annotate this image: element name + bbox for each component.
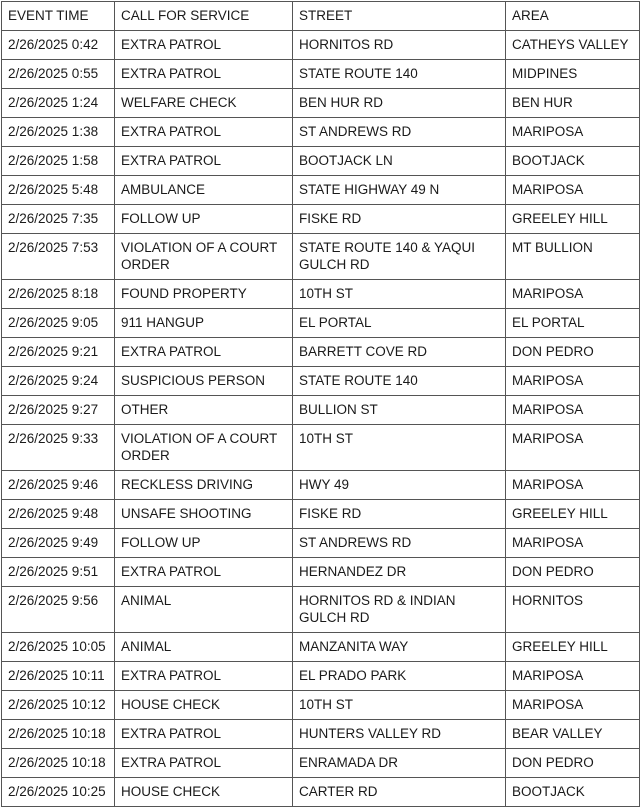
table-row <box>2 662 640 691</box>
cell-call-for-service: FOLLOW UP <box>115 205 293 234</box>
cell-street: MANZANITA WAY <box>293 633 506 662</box>
cell-area: MARIPOSA <box>506 396 640 425</box>
cell-call-for-service: EXTRA PATROL <box>115 118 293 147</box>
cell-call-for-service: HOUSE CHECK <box>115 691 293 720</box>
cell-event-time: 2/26/2025 5:48 <box>2 176 115 205</box>
cell-street: FISKE RD <box>293 205 506 234</box>
cell-call-for-service: FOUND PROPERTY <box>115 280 293 309</box>
cell-call-for-service: RECKLESS DRIVING <box>115 471 293 500</box>
cell-event-time: 2/26/2025 0:55 <box>2 60 115 89</box>
cell-street: 10TH ST <box>293 280 506 309</box>
cell-call-for-service: ANIMAL <box>115 587 293 633</box>
table-row <box>2 778 640 807</box>
cell-area: MARIPOSA <box>506 425 640 471</box>
table-row <box>2 396 640 425</box>
table-row <box>2 633 640 662</box>
cell-call-for-service: WELFARE CHECK <box>115 89 293 118</box>
cell-call-for-service: SUSPICIOUS PERSON <box>115 367 293 396</box>
cell-call-for-service: EXTRA PATROL <box>115 60 293 89</box>
header-call-for-service: CALL FOR SERVICE <box>115 2 293 31</box>
table-row <box>2 367 640 396</box>
cell-event-time: 2/26/2025 0:42 <box>2 31 115 60</box>
cell-call-for-service: 911 HANGUP <box>115 309 293 338</box>
cell-area: MARIPOSA <box>506 529 640 558</box>
cell-street: STATE HIGHWAY 49 N <box>293 176 506 205</box>
table-row <box>2 338 640 367</box>
cell-area: MIDPINES <box>506 60 640 89</box>
cell-area: MARIPOSA <box>506 367 640 396</box>
cell-area: BOOTJACK <box>506 778 640 807</box>
cell-event-time: 2/26/2025 10:18 <box>2 749 115 778</box>
cell-street: EL PORTAL <box>293 309 506 338</box>
cell-call-for-service: AMBULANCE <box>115 176 293 205</box>
table-row <box>2 749 640 778</box>
cell-event-time: 2/26/2025 9:56 <box>2 587 115 633</box>
cell-event-time: 2/26/2025 9:48 <box>2 500 115 529</box>
table-row <box>2 425 640 471</box>
cell-event-time: 2/26/2025 8:18 <box>2 280 115 309</box>
cell-call-for-service: EXTRA PATROL <box>115 31 293 60</box>
cell-area: MARIPOSA <box>506 471 640 500</box>
cell-event-time: 2/26/2025 7:35 <box>2 205 115 234</box>
cell-call-for-service: VIOLATION OF A COURT ORDER <box>115 234 293 280</box>
header-street: STREET <box>293 2 506 31</box>
cell-area: DON PEDRO <box>506 338 640 367</box>
cell-call-for-service: EXTRA PATROL <box>115 720 293 749</box>
cell-call-for-service: UNSAFE SHOOTING <box>115 500 293 529</box>
table-row <box>2 147 640 176</box>
table-row <box>2 529 640 558</box>
cell-event-time: 2/26/2025 9:21 <box>2 338 115 367</box>
cell-call-for-service: EXTRA PATROL <box>115 338 293 367</box>
cell-street: BEN HUR RD <box>293 89 506 118</box>
table-row <box>2 720 640 749</box>
cell-street: ST ANDREWS RD <box>293 118 506 147</box>
cell-call-for-service: EXTRA PATROL <box>115 558 293 587</box>
cell-street: BARRETT COVE RD <box>293 338 506 367</box>
cell-event-time: 2/26/2025 1:58 <box>2 147 115 176</box>
cell-street: HORNITOS RD & INDIAN GULCH RD <box>293 587 506 633</box>
cell-street: STATE ROUTE 140 & YAQUI GULCH RD <box>293 234 506 280</box>
table-row <box>2 558 640 587</box>
table-row <box>2 89 640 118</box>
cell-street: STATE ROUTE 140 <box>293 60 506 89</box>
cell-area: MARIPOSA <box>506 691 640 720</box>
cell-street: HUNTERS VALLEY RD <box>293 720 506 749</box>
cell-area: GREELEY HILL <box>506 500 640 529</box>
table-row <box>2 500 640 529</box>
table-row <box>2 31 640 60</box>
cell-area: GREELEY HILL <box>506 205 640 234</box>
cell-event-time: 2/26/2025 9:05 <box>2 309 115 338</box>
table-row <box>2 280 640 309</box>
table-row <box>2 60 640 89</box>
cell-street: BULLION ST <box>293 396 506 425</box>
cell-street: ST ANDREWS RD <box>293 529 506 558</box>
cell-street: HERNANDEZ DR <box>293 558 506 587</box>
cell-event-time: 2/26/2025 10:12 <box>2 691 115 720</box>
cell-call-for-service: EXTRA PATROL <box>115 749 293 778</box>
cell-area: MARIPOSA <box>506 118 640 147</box>
table-row <box>2 234 640 280</box>
cell-event-time: 2/26/2025 10:25 <box>2 778 115 807</box>
cell-area: BEN HUR <box>506 89 640 118</box>
cell-street: HWY 49 <box>293 471 506 500</box>
cell-area: MARIPOSA <box>506 662 640 691</box>
cell-call-for-service: ANIMAL <box>115 633 293 662</box>
table-row <box>2 587 640 633</box>
cell-area: DON PEDRO <box>506 558 640 587</box>
cell-call-for-service: FOLLOW UP <box>115 529 293 558</box>
cell-event-time: 2/26/2025 9:27 <box>2 396 115 425</box>
table-row <box>2 691 640 720</box>
cell-call-for-service: EXTRA PATROL <box>115 147 293 176</box>
header-row <box>2 2 640 31</box>
cell-street: STATE ROUTE 140 <box>293 367 506 396</box>
cell-area: MARIPOSA <box>506 176 640 205</box>
cell-event-time: 2/26/2025 1:38 <box>2 118 115 147</box>
cell-event-time: 2/26/2025 9:51 <box>2 558 115 587</box>
cell-call-for-service: EXTRA PATROL <box>115 662 293 691</box>
cell-call-for-service: OTHER <box>115 396 293 425</box>
cell-event-time: 2/26/2025 9:33 <box>2 425 115 471</box>
cell-street: EL PRADO PARK <box>293 662 506 691</box>
table-row <box>2 205 640 234</box>
cell-event-time: 2/26/2025 1:24 <box>2 89 115 118</box>
cell-call-for-service: HOUSE CHECK <box>115 778 293 807</box>
cell-area: CATHEYS VALLEY <box>506 31 640 60</box>
cell-area: HORNITOS <box>506 587 640 633</box>
table-row <box>2 176 640 205</box>
cell-event-time: 2/26/2025 9:24 <box>2 367 115 396</box>
cell-event-time: 2/26/2025 9:49 <box>2 529 115 558</box>
cell-area: MARIPOSA <box>506 280 640 309</box>
cell-event-time: 2/26/2025 10:18 <box>2 720 115 749</box>
table-row <box>2 118 640 147</box>
cell-area: MT BULLION <box>506 234 640 280</box>
cell-street: BOOTJACK LN <box>293 147 506 176</box>
cell-event-time: 2/26/2025 10:11 <box>2 662 115 691</box>
cell-event-time: 2/26/2025 9:46 <box>2 471 115 500</box>
cell-call-for-service: VIOLATION OF A COURT ORDER <box>115 425 293 471</box>
cell-street: 10TH ST <box>293 691 506 720</box>
cell-area: BEAR VALLEY <box>506 720 640 749</box>
cell-area: GREELEY HILL <box>506 633 640 662</box>
table-row <box>2 471 640 500</box>
table-row <box>2 309 640 338</box>
cell-event-time: 2/26/2025 10:05 <box>2 633 115 662</box>
cell-area: BOOTJACK <box>506 147 640 176</box>
calls-for-service-table <box>1 1 640 807</box>
cell-street: HORNITOS RD <box>293 31 506 60</box>
cell-area: EL PORTAL <box>506 309 640 338</box>
cell-street: CARTER RD <box>293 778 506 807</box>
header-event-time: EVENT TIME <box>2 2 115 31</box>
cell-street: 10TH ST <box>293 425 506 471</box>
cell-street: ENRAMADA DR <box>293 749 506 778</box>
header-area: AREA <box>506 2 640 31</box>
cell-event-time: 2/26/2025 7:53 <box>2 234 115 280</box>
cell-street: FISKE RD <box>293 500 506 529</box>
cell-area: DON PEDRO <box>506 749 640 778</box>
